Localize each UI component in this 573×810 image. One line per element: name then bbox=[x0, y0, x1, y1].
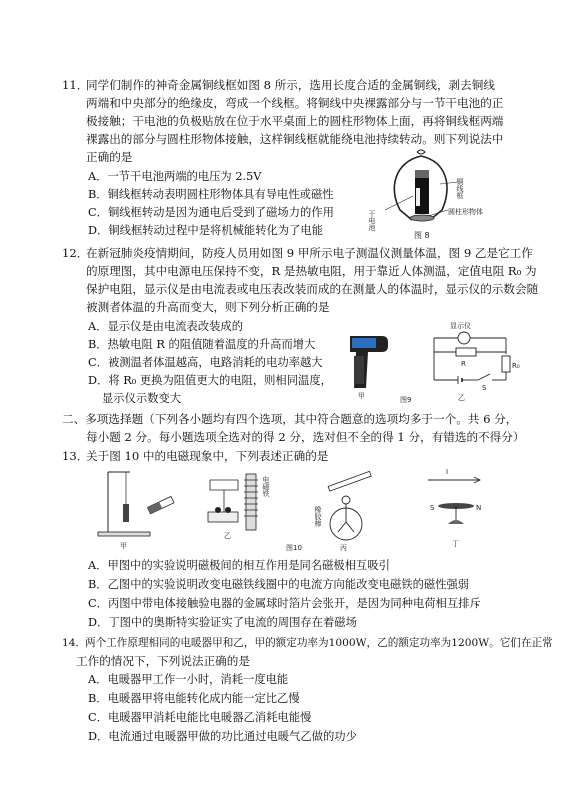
q11-stem-line-3: 极接触；干电池的负极贴放在位于水平桌面上的圆柱形物体上面，再将铜线框两端 bbox=[86, 114, 504, 128]
q14-option-d: D．电流通过电暖器甲做的功比通过电暖气乙做的功少 bbox=[88, 730, 357, 743]
q14-option-c: C．电暖器甲消耗电能比电暖器乙消耗电能慢 bbox=[88, 711, 312, 724]
q11-option-b: B．铜线框转动表明圆柱形物体具有导电性或磁性 bbox=[88, 188, 334, 201]
figure-10-label-yi: 乙 bbox=[224, 532, 231, 540]
q12-option-c: C．被测温者体温越高，电路消耗的电功率越大 bbox=[88, 356, 323, 369]
q11-stem-line-5: 正确的是 bbox=[86, 150, 133, 164]
figure-10-electromagnetic-phenomena bbox=[90, 466, 500, 552]
q11-number: 11． bbox=[62, 78, 89, 92]
figure-8-caption: 图 8 bbox=[414, 231, 430, 240]
q12-stem-line-2: 的原理图，其中电源电压保持不变，R 是热敏电阻，用于靠近人体测温，定值电阻 R₀ 为 bbox=[86, 264, 537, 278]
q11-stem-line-1: 同学们制作的神奇金属铜线框如图 8 所示，选用长度合适的金属铜线，剥去铜线 bbox=[86, 78, 495, 92]
figure-10-label-jia: 甲 bbox=[120, 542, 127, 550]
q14-stem-line-2: 工作的情况下，下列说法正确的是 bbox=[76, 654, 250, 668]
q13-option-b: B．乙图中的实验说明改变电磁铁线圈中的电流方向能改变电磁铁的磁性强弱 bbox=[88, 578, 470, 591]
q12-stem-line-4: 被测者体温的升高而变大，则下列分析正确的是 bbox=[86, 300, 330, 314]
figure-8-label-wire: 铜线框 bbox=[456, 178, 464, 199]
figure-9-label-jia: 甲 bbox=[358, 392, 365, 400]
figure-9-label-R0: R₀ bbox=[512, 362, 520, 370]
figure-10-caption: 图10 bbox=[286, 544, 302, 552]
q13-option-a: A．甲图中的实验说明磁极间的相互作用是同名磁极相互吸引 bbox=[88, 559, 390, 572]
q11-option-c: C．铜线框转动是因为通电后受到了磁场力的作用 bbox=[88, 206, 334, 219]
q14-stem-line-1: 两个工作原理相同的电暖器甲和乙，甲的额定功率为1000W，乙的额定功率为1200W。它们在正常 bbox=[85, 637, 553, 649]
q12-stem-line-1: 在新冠肺炎疫情期间，防疫人员用如图 9 甲所示电子测温仪测量体温，图 9 乙是它工作 bbox=[86, 246, 533, 260]
q12-option-d-cont: 显示仪示数变大 bbox=[102, 392, 182, 405]
q11-stem-line-4: 裸露出的部分与圆柱形物体接触，这样铜线框就能绕电池持续转动。则下列说法中 bbox=[86, 132, 504, 146]
figure-10-label-N: N bbox=[476, 504, 482, 512]
q12-option-d: D．将 R₀ 更换为阻值更大的电阻，则相同温度， bbox=[88, 374, 332, 387]
figure-8-label-cylinder: 圆柱形物体 bbox=[448, 208, 483, 216]
figure-9-thermometer-circuit bbox=[340, 322, 530, 404]
section-2-heading-line-1: 二、多项选择题（下列各小题均有四个选项，其中符合题意的选项均多于一个。共 6 分， bbox=[62, 412, 518, 426]
q13-stem: 关于图 10 中的电磁现象中，下列表述正确的是 bbox=[86, 449, 329, 463]
q13-option-d: D．丁图中的奥斯特实验证实了电流的周围存在着磁场 bbox=[88, 616, 357, 629]
figure-10-label-ding: 丁 bbox=[452, 540, 459, 548]
q12-number: 12． bbox=[62, 246, 89, 260]
figure-8-label-battery: 干电池 bbox=[368, 210, 376, 231]
q14-option-a: A．电暖器甲工作一小时，消耗一度电能 bbox=[88, 673, 289, 686]
figure-9-caption: 图9 bbox=[400, 396, 412, 404]
q13-number: 13． bbox=[62, 449, 89, 463]
figure-10-label-S: S bbox=[430, 504, 435, 512]
figure-9-label-R: R bbox=[461, 360, 466, 368]
q14-option-b: B．电暖器甲将电能转化成内能一定比乙慢 bbox=[88, 692, 300, 705]
q14-number: 14． bbox=[62, 637, 87, 649]
section-2-heading-line-2: 每小题 2 分。每小题选项全选对的得 2 分，选对但不全的得 1 分，有错选的不得分） bbox=[86, 430, 525, 444]
figure-9-label-display: 显示仪 bbox=[450, 322, 471, 330]
q11-stem-line-2: 两端和中央部分的绝缘皮，弯成一个线框。将铜线中央裸露部分与一节干电池的正 bbox=[86, 96, 504, 110]
figure-10-label-I: I bbox=[446, 468, 449, 476]
figure-10-label-rod: 橡胶棒 bbox=[314, 506, 322, 527]
figure-10-label-magnet: 电磁铁 bbox=[262, 476, 270, 497]
q12-stem-line-3: 保护电阻，显示仪是由电流表或电压表改装而成的在测量人的体温时，显示仪的示数会随 bbox=[86, 282, 539, 296]
figure-9-label-S: S bbox=[482, 384, 487, 392]
q12-option-a: A．显示仪是由电流表改装成的 bbox=[88, 320, 244, 333]
figure-10-label-bing: 丙 bbox=[340, 544, 347, 552]
figure-8-copper-frame bbox=[360, 148, 490, 240]
q12-option-b: B．热敏电阻 R 的阻值随着温度的升高而增大 bbox=[88, 338, 316, 351]
q11-option-d: D．铜线框转动过程中是将机械能转化为了电能 bbox=[88, 224, 323, 237]
q11-option-a: A．一节干电池两端的电压为 2.5V bbox=[88, 170, 262, 183]
figure-9-label-yi: 乙 bbox=[458, 394, 465, 402]
q13-option-c: C．丙图中带电体接触验电器的金属球时箔片会张开，是因为同种电荷相互排斥 bbox=[88, 597, 481, 610]
